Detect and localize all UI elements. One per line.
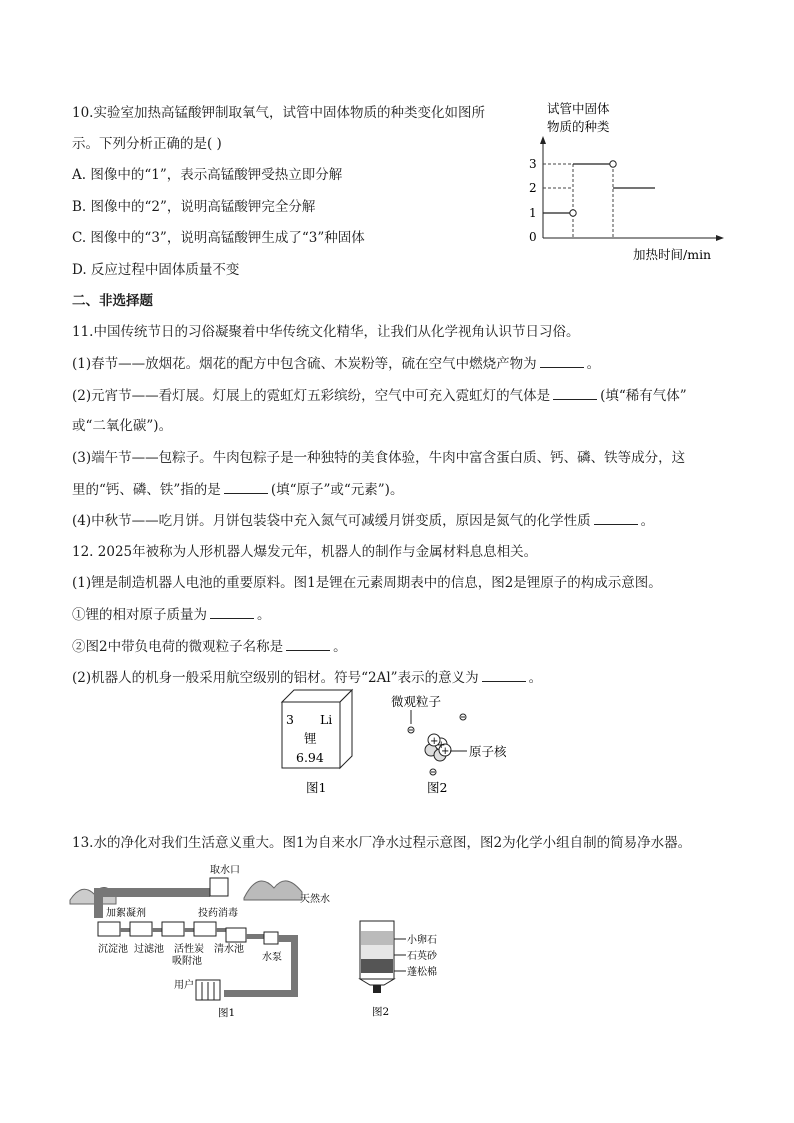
element-symbol: Li	[320, 712, 333, 727]
fig2-caption: 图2	[427, 780, 448, 795]
answer-blank[interactable]	[210, 605, 254, 619]
element-name: 锂	[304, 731, 317, 746]
answer-blank[interactable]	[553, 386, 597, 400]
lithium-atom-diagram	[385, 688, 525, 798]
q10-option-b: B. 图像中的“2”，说明高锰酸钾完全分解	[72, 199, 316, 215]
graph-xlabel: 加热时间/min	[633, 247, 712, 262]
q11-part4: (4)中秋节——吃月饼。月饼包装袋中充入氮气可减缓月饼变质，原因是氮气的化学性质 。	[72, 513, 655, 529]
carbon-label-2: 吸附池	[172, 956, 202, 967]
q11-part2: (2)元宵节——看灯展。灯展上的霓虹灯五彩缤纷，空气中可充入霓虹灯的气体是 (填“稀有气体”	[72, 388, 687, 404]
water-plant-diagram	[68, 858, 358, 1023]
element-number: 3	[286, 712, 294, 727]
pump-label: 水泵	[262, 952, 282, 963]
graph-ylabel-line2: 物质的种类	[547, 119, 610, 134]
svg-text:+: +	[441, 746, 450, 757]
q11-part2-cont: 或“二氧化碳”)。	[72, 418, 173, 434]
particle-label: 微观粒子	[391, 694, 442, 709]
filter-label: 过滤池	[134, 944, 164, 955]
section-title: 二、非选择题	[72, 293, 153, 309]
simple-purifier-diagram	[350, 915, 460, 1020]
purifier-caption: 图2	[372, 1006, 390, 1018]
lithium-element-card	[270, 688, 370, 798]
settle-label: 沉淀池	[98, 944, 128, 955]
svg-text:+: +	[437, 740, 446, 751]
fig1-caption: 图1	[306, 780, 327, 795]
water-fig1-caption: 图1	[218, 1007, 236, 1019]
pebble-label: 小卵石	[407, 935, 437, 946]
q12-stem: 12. 2025年被称为人形机器人爆发元年，机器人的制作与金属材料息息相关。	[72, 544, 538, 560]
answer-blank[interactable]	[594, 511, 638, 525]
clear-tank-label: 清水池	[214, 944, 244, 955]
intake-label: 取水口	[210, 865, 240, 876]
q10-stem-line1: 10.实验室加热高锰酸钾制取氧气，试管中固体物质的种类变化如图所	[72, 105, 485, 121]
tick-0: 0	[529, 230, 537, 244]
user-label: 用户	[174, 980, 194, 991]
q10-graph	[505, 100, 735, 270]
q10-option-d: D. 反应过程中固体质量不变	[72, 262, 240, 278]
q10-option-a: A. 图像中的“1”，表示高锰酸钾受热立即分解	[72, 167, 343, 183]
sand-label: 石英砂	[407, 951, 437, 962]
graph-ylabel-line1: 试管中固体	[547, 101, 610, 116]
tick-3: 3	[529, 157, 537, 171]
q11-part1: (1)春节——放烟花。烟花的配方中包含硫、木炭粉等，硫在空气中燃烧产物为 。	[72, 356, 601, 372]
q11-part3: (3)端午节——包粽子。牛肉包粽子是一种独特的美食体验，牛肉中富含蛋白质、钙、磷、铁等成分，这	[72, 450, 686, 466]
q12-part1: (1)锂是制造机器人电池的重要原料。图1是锂在元素周期表中的信息，图2是锂原子的构成示意图。	[72, 575, 662, 591]
q11-stem: 11.中国传统节日的习俗凝聚着中华传统文化精华，让我们从化学视角认识节日习俗。	[72, 324, 580, 340]
answer-blank[interactable]	[286, 637, 330, 651]
cotton-label: 蓬松棉	[407, 967, 437, 978]
q11-part3-cont: 里的“钙、磷、铁”指的是 (填“原子”或“元素”)。	[72, 482, 404, 498]
tick-2: 2	[529, 181, 537, 195]
answer-blank[interactable]	[482, 668, 526, 682]
nucleus-label: 原子核	[469, 744, 507, 759]
answer-blank[interactable]	[224, 480, 268, 494]
source-label: 天然水	[300, 894, 330, 905]
answer-blank[interactable]	[540, 354, 584, 368]
tick-1: 1	[529, 206, 537, 220]
carbon-label-1: 活性炭	[174, 944, 204, 955]
q12-sub1: ①锂的相对原子质量为 。	[72, 607, 271, 623]
coagulant-label: 加絮凝剂	[106, 908, 146, 919]
q10-stem-line2: 示。下列分析正确的是( )	[72, 136, 222, 152]
q12-sub2: ②图2中带负电荷的微观粒子名称是 。	[72, 639, 347, 655]
disinfect-label: 投药消毒	[198, 908, 238, 919]
q13-stem: 13.水的净化对我们生活意义重大。图1为自来水厂净水过程示意图，图2为化学小组自制的简易净水器。	[72, 835, 692, 851]
svg-text:+: +	[430, 736, 439, 747]
q12-part2: (2)机器人的机身一般采用航空级别的铝材。符号“2Al”表示的意义为 。	[72, 670, 543, 686]
q10-option-c: C. 图像中的“3”，说明高锰酸钾生成了“3”种固体	[72, 230, 365, 246]
element-mass: 6.94	[296, 750, 324, 765]
